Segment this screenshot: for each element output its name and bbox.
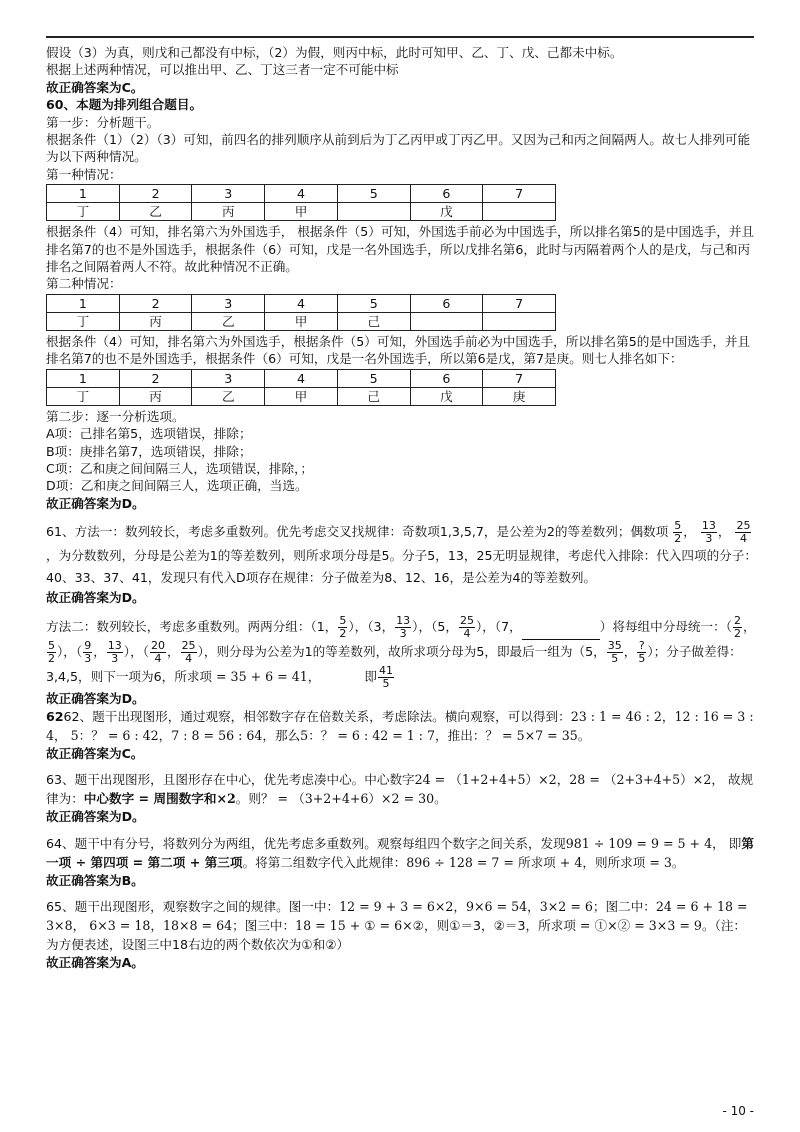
case1-label: 第一种情况： <box>46 166 122 182</box>
text-line: 根据上述两种情况，可以推出甲、乙、丁这三者一定不可能中标 <box>46 62 399 78</box>
case1-table <box>46 184 556 221</box>
table-row <box>47 369 556 387</box>
table-cell: 己 <box>337 387 410 405</box>
table-cell: 乙 <box>192 387 265 405</box>
table-cell: 1 <box>47 369 120 387</box>
fraction: $\frac{20}{4}$ <box>150 638 165 665</box>
text-paragraph: 根据条件（4）可知，排名第六为外国选手，根据条件（5）可知，外国选手前必为中国选手，所以排名第5的是中国选手，并且排名第7的也不是外国选手，根据条件（6）可知，戊是一名外国选手，所以第6是戊，第7是庚。则七人排名如下： <box>46 333 751 367</box>
table-cell: 6 <box>410 185 483 203</box>
fraction: $\frac{5}{2}$ <box>674 519 682 546</box>
table-cell: 5 <box>337 369 410 387</box>
text-paragraph: 根据条件（1）（2）（3）可知，前四名的排列顺序从前到后为丁乙丙甲或丁丙乙甲。又因为己和丙之间隔两人。故七人排列可能为以下两种情况。 <box>46 132 751 165</box>
table-cell: 丙 <box>119 387 192 405</box>
text-line: 第二步：逐一分析选项。 <box>46 408 185 424</box>
text-line: 第一步：分析题干。 <box>46 114 160 130</box>
option-a: A项：己排名第5，选项错误，排除； <box>46 426 252 442</box>
table-cell: 3 <box>192 185 265 203</box>
table-row <box>47 294 556 312</box>
table-cell: 2 <box>119 294 192 312</box>
text-paragraph: 根据条件（4）可知，排名第六为外国选手， 根据条件（5）可知，外国选手前必为中国选手，所以排名第5的是中国选手，并且排名第7的也不是外国选手，根据条件（6）可知，戊是一名外国选手，所以戊排名第6，此时与丙隔着两个人的是戊，与己和丙排名之间隔着两人不符。故此种情况不正确。 <box>46 224 755 275</box>
table-row <box>47 185 556 203</box>
answer-62: 故正确答案为C。 <box>46 745 144 761</box>
table-cell: 7 <box>483 369 556 387</box>
question-60-title: 60、本题为排列组合题目。 <box>46 97 203 113</box>
table-cell: 丙 <box>192 203 265 221</box>
table-cell: 3 <box>192 369 265 387</box>
fraction: $\frac{9}{3}$ <box>84 638 92 665</box>
table-cell: 乙 <box>119 203 192 221</box>
table-cell <box>337 203 410 221</box>
fraction: $\frac{35}{5}$ <box>607 638 622 665</box>
fraction: $\frac{25}{4}$ <box>736 519 751 546</box>
table-cell: 7 <box>483 294 556 312</box>
question-61-method1: 61、方法一：数列较长，考虑多重数列。优先考虑交叉找规律：奇数项1,3,5,7，是公差为2的等差数列；偶数项 $\frac{5}{2}$ ， $\frac{13}{3}$ ， $\frac{25}{4}$ ，为分数数列，分母是公差为1的等差数列，则所求项分母是5。分子5，13，25无明显规律，考虑代入排除：代入四项的分子：40、33、37、41，发现只有代入D项存在规律：分子做差为8、12、16，是公差为4的等差数列。 <box>46 519 757 586</box>
table-cell <box>483 312 556 330</box>
table-row <box>47 203 556 221</box>
fraction: $\frac{13}{3}$ <box>701 519 716 546</box>
case2-label: 第二种情况： <box>46 276 122 292</box>
table-cell: 乙 <box>192 312 265 330</box>
table-cell: 甲 <box>265 203 338 221</box>
table-cell: 己 <box>337 312 410 330</box>
question-62: 6262、题干出现图形，通过观察，相邻数字存在倍数关系，考虑除法。横向观察，可以得到：23 : 1 = 46 : 2，12 : 16 = 3 : 4， 5：？ = 6 : 42，7 : 8 = 56 : 64，那么5：？ = 6 : 42 = 1 : 7，推出：？ = 5×7 = 35。 <box>46 708 754 743</box>
table-cell: 庚 <box>483 387 556 405</box>
table-cell: 5 <box>337 185 410 203</box>
table-cell: 甲 <box>265 387 338 405</box>
question-65: 65、题干出现图形，观察数字之间的规律。图一中：12 = 9 + 3 = 6×2，9×6 = 54，3×2 = 6；图二中：24 = 6 + 18 = 3×8， 6×3 = 18，18×8 = 64；图三中：18 = 15 + ① = 6×②，则①＝3，②＝3，所求项 = ①×② = 3×3 = 9。（注：为方便表述，设图三中18右边的两个数依次为①和②） <box>46 899 748 953</box>
table-cell: 丁 <box>47 387 120 405</box>
table-cell: 4 <box>265 369 338 387</box>
table-cell <box>483 203 556 221</box>
document-body <box>46 44 758 972</box>
table-cell: 7 <box>483 185 556 203</box>
page-number: - 10 - <box>722 1104 754 1118</box>
fraction: $\frac{13}{3}$ <box>107 638 122 665</box>
table-cell: 4 <box>265 294 338 312</box>
option-c: C项：乙和庚之间间隔三人，选项错误，排除，； <box>46 460 313 476</box>
fraction: $\frac{2}{2}$ <box>734 613 741 640</box>
answer-64: 故正确答案为B。 <box>46 872 144 888</box>
fraction: $\frac{?}{5}$ <box>638 638 646 665</box>
fraction: $\frac{5}{2}$ <box>339 613 347 640</box>
case2-table <box>46 294 556 331</box>
table-cell: 2 <box>119 185 192 203</box>
final-ranking-table <box>46 369 556 406</box>
table-cell: 5 <box>337 294 410 312</box>
table-cell: 丁 <box>47 312 120 330</box>
table-cell <box>410 312 483 330</box>
fraction: $\frac{25}{4}$ <box>459 613 474 640</box>
table-cell: 丙 <box>119 312 192 330</box>
table-cell: 戊 <box>410 387 483 405</box>
fraction: $\frac{25}{4}$ <box>181 638 196 665</box>
answer-63: 故正确答案为D。 <box>46 809 145 825</box>
table-cell: 丁 <box>47 203 120 221</box>
table-row <box>47 312 556 330</box>
table-cell: 1 <box>47 294 120 312</box>
answer-60: 故正确答案为D。 <box>46 495 145 511</box>
answer-blank <box>522 627 600 640</box>
table-cell: 4 <box>265 185 338 203</box>
option-b: B项：庚排名第7，选项错误，排除； <box>46 443 252 459</box>
answer-61-method1: 故正确答案为D。 <box>46 590 145 606</box>
fraction: $\frac{5}{2}$ <box>48 638 55 665</box>
table-cell: 3 <box>192 294 265 312</box>
question-64: 64、题干中有分号，将数列分为两组，优先考虑多重数列。观察每组四个数字之间关系，发现981 ÷ 109 = 9 = 5 + 4， 即第一项 ÷ 第四项 = 第二项 + 第三项。将第二组数字代入此规律：896 ÷ 128 = 7 = 所求项 + 4，则所求项 = 3。 <box>46 835 754 870</box>
question-61-method2: 方法二：数列较长，考虑多重数列。两两分组：（1， $\frac{5}{2}$ ），（3， $\frac{13}{3}$ ），（5， $\frac{25}{4}$ ），（7， ）将每组中分母统一：（ $\frac{2}{2}$ ， $\frac{5}{2}$ ），（ $\frac{9}{3}$ ， $\frac{13}{3}$ ），（ $\frac{20}{4}$ ， $\frac{25}{4}$ ），则分母为公差为1的等差数列，故所求项分母为5，即最后一组为（5， $\frac{35}{5}$ ， $\frac{?}{5}$ ）；分子做差得：3,4,5，则下一项为6，所求项 = 35 + 6 = 41， 即 $\frac{41}{5}$ <box>46 613 756 690</box>
question-63: 63、题干出现图形，且图形存在中心，优先考虑凑中心。中心数字24 = （1+2+4+5）×2，28 = （2+3+4+5）×2， 故规律为：中心数字 = 周围数字和×2。则？ = （3+2+4+6）×2 = 30。 <box>46 772 754 807</box>
answer-59: 故正确答案为C。 <box>46 79 144 95</box>
table-cell: 戊 <box>410 203 483 221</box>
table-cell: 6 <box>410 294 483 312</box>
answer-65: 故正确答案为A。 <box>46 955 144 971</box>
table-cell: 2 <box>119 369 192 387</box>
fraction: $\frac{41}{5}$ <box>378 663 393 690</box>
option-d: D项：乙和庚之间间隔三人，选项正确，当选。 <box>46 478 308 494</box>
table-cell: 1 <box>47 185 120 203</box>
table-cell: 甲 <box>265 312 338 330</box>
text-line: 假设（3）为真，则戊和己都没有中标，（2）为假，则丙中标，此时可知甲、乙、丁、戊、己都未中标。 <box>46 45 623 60</box>
table-row <box>47 387 556 405</box>
answer-61-method2: 故正确答案为D。 <box>46 690 145 706</box>
fraction: $\frac{13}{3}$ <box>396 613 411 640</box>
header-rule <box>46 36 754 38</box>
table-cell: 6 <box>410 369 483 387</box>
